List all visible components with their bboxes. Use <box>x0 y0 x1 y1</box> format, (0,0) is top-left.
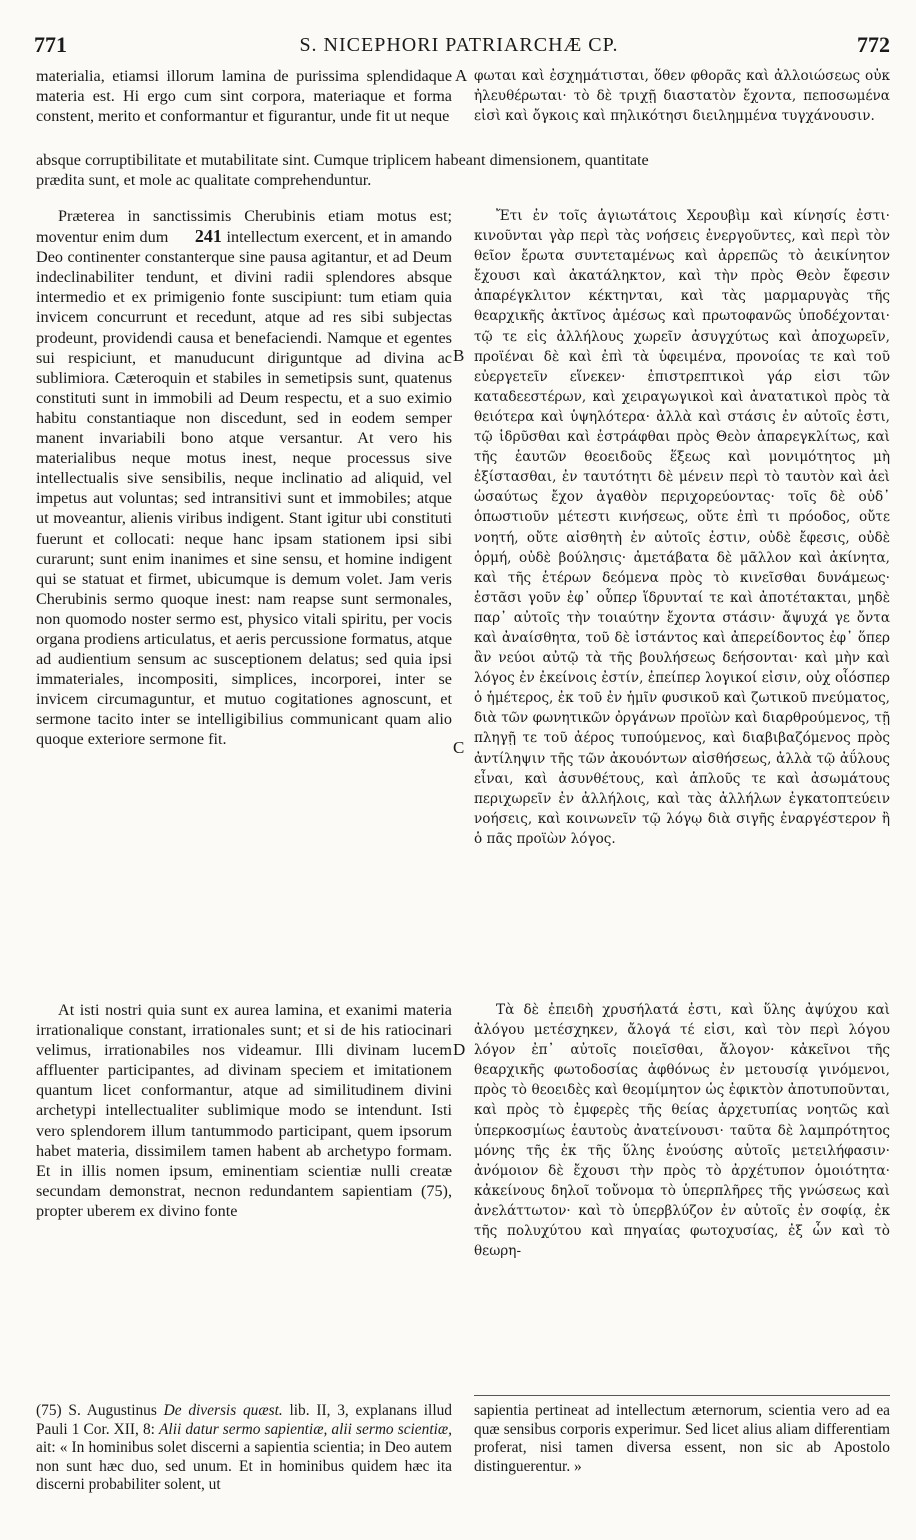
footnote-continuation: sapientia pertineat ad intellectum æternorum, scientia vero ad ea quæ sensibus corporis experimur. Sed licet alius aliam differentiam proferat, nisi tamen diversa essent, non sic ab Apostolo distinguerentur. » <box>474 1402 890 1475</box>
running-title: S. NICEPHORI PATRIARCHÆ CP. <box>299 34 619 56</box>
column-number: 241 <box>194 226 222 247</box>
margin-letter-d: D <box>453 1040 466 1059</box>
greek-paragraph: φωται καὶ ἐσχημάτισται, ὅθεν φθορᾶς καὶ ἀλλοιώσεως οὐκ ἠλευθέρωται· τὸ δὲ τριχῇ διαστατὸν ἔχοντα, πεποσωμένα εἰσὶ καὶ ὄγκοις καὶ πηλικότησι διειλημμένα τυγχάνουσιν. <box>474 68 890 125</box>
page-number-left: 771 <box>34 32 67 57</box>
latin-column-block1 <box>36 66 452 126</box>
footnote: (75) S. Augustinus De diversis quæst. lib. II, 3, explanans illud Pauli 1 Cor. XII, 8: Alii datur sermo sapientiæ, alii sermo scientiæ, ait: « In hominibus solet discerni a sapientia scientia; in Deo autem non sunt hæc duo, sed unum. Et in hominibus quidem hæc ita discerni probabiliter solent, ut <box>36 1402 453 1494</box>
latin-paragraph: Præterea in sanctissimis Cherubinis etiam motus est; moventur enim dum 241 intellectum exercent, et in amando Deo continenter constanterque sine pausa agitantur, et ad Deum indeclinabiliter tendunt, et divini radii splendores absque intermedio et ex primigenio fonte suscipiunt: tum etiam quia invicem concurrunt et recedunt, atque ad res sibi subjectas prodeunt, providendi causa et benefaciendi. Namque et egentes sui respiciunt, et manuducunt diriguntque ad divina ac sublimiora. Cæteroquin et stabiles in semetipsis sunt, quatenus constituti sunt in immobili ad Deum respectu, et a suo eximio habitu constantiaque non discedunt, sed in eodem semper manent invariabili bono atque versantur. At vero his materialibus neque motus inest, neque processus sive intellectualis sive sensibilis, neque inclinatio ad aliquid, vel impetus aut voluntas; sed intransitivi sunt et immobiles; atque ut moveantur, alienis viribus indigent. Stant igitur ubi constituti fuerunt et collocati: neque hanc ipsam stationem ipsi sibi curarunt; sunt enim inanimes et sine sensu, et homine indigent qui se statuat et firmet, ubicumque is demum volet. Jam veris Cherubinis sermo quoque inest: nam reapse sunt sermonales, non quomodo noster sermo est, physico vitali spiritu, per vocis organa prodiens articulatus, et aeris percussione formatus, atque ad audientium sensum ac susceptionem delatus; sed quia ipsi immateriales, incompositi, simplices, incorporei, inter se invicem circumaguntur, et mutuo cogitationes agnoscunt, et sermone tacito inter se intelligibilius communicant quam alio quoque exteriore sermone fit. <box>36 207 453 749</box>
margin-letter-b: B <box>453 346 465 365</box>
margin-letter-c: C <box>453 738 465 757</box>
latin-column-block3 <box>36 1000 452 1221</box>
footnote-number: (75) <box>36 1402 62 1419</box>
divider <box>474 1395 890 1396</box>
greek-column-block3 <box>474 1000 890 1261</box>
latin-column-block2 <box>36 206 452 750</box>
greek-column-block2 <box>474 206 890 849</box>
greek-paragraph: Ἔτι ἐν τοῖς ἁγιωτάτοις Χερουβὶμ καὶ κίνησίς ἐστι· κινοῦνται γὰρ περὶ τὰς νοήσεις ἐνεργοῦντες, καὶ περὶ τὸν θεῖον ἔρωτα συντεταμένως καὶ ἀρρεπῶς τὸ ἀεικίνητον ἔχουσι καὶ ἀκατάληκτον, καὶ τὴν πρὸς Θεὸν ἔφεσιν ἀπαρέγκλιτον κέκτηνται, καὶ τὰς μαρμαρυγὰς τῆς θεαρχικῆς ἀκτῖνος ἀμέσως καὶ πρωτοφανῶς ὑποδέχονται· τῷ τε εἰς ἀλλήλους χωρεῖν ἀσυγχύτως καὶ ἀποχωρεῖν, προϊέναι δὲ καὶ ἐπὶ τὰ ὑφειμένα, προνοίας τε καὶ τοῦ εὐεργετεῖν εἵνεκεν· ἐπιστρεπτικοὶ γάρ εἰσι τῶν καταδεεστέρων, καὶ χειραγωγικοὶ καὶ ἀνατατικοὶ πρὸς τὰ θειότερα καὶ ὑψηλότερα· ἀλλὰ καὶ στάσις ἐν αὐτοῖς ἐστι, τῷ ἱδρῦσθαι καὶ ἐστράφθαι πρὸς Θεὸν ἀπαρεγκλίτως, καὶ τῆς ἑαυτῶν θεοειδοῦς ἕξεως καὶ μονιμότητος μὴ ἐξίστασθαι, ἐν ταυτότητι δὲ μένειν περὶ τὸ ταυτὸν καὶ ἀεὶ ὡσαύτως ἔχον ἀγαθὸν περιχορεύοντας· τοῖς δὲ οὐδ᾽ ὁπωστιοῦν μέτεστι κινήσεως, οὔτε ἐπὶ τι πρόοδος, οὔτε νοητή, οὔτε αἰσθητὴ ἐν αὐτοῖς ἐστιν, οὐδὲ ἔφεσις, οὐδὲ ὁρμή, οὐδὲ βούλησις· ἀμετάβατα δὲ μᾶλλον καὶ ἀκίνητα, καὶ τῆς ἑτέρων δεόμενα πρὸς τὸ κινεῖσθαι δυνάμεως· ἑστᾶσι γοῦν ἐφ᾽ οὗπερ ἵδρυνταί τε καὶ ἀποτέτακται, μηδὲ παρ᾽ αὐτοῖς τὴν τοιαύτην ἔχοντα στάσιν· ἄψυχά γε ὄντα καὶ ἀναίσθητα, τοῦ δὲ ἱστάντος καὶ ἀπερείδοντος ἐφ᾽ ὅπερ ἂν νεύοι αὐτῷ τὰ τῆς βουλήσεως δεήσονται· καὶ μὴν καὶ λόγος ἐν ἐκείνοις ἐστίν, ἐπείπερ λογικοί εἰσιν, οὐχ οἷόσπερ ὁ ἡμέτερος, ἐκ τοῦ ἐν ἡμῖν φυσικοῦ καὶ ζωτικοῦ πνεύματος, διὰ τῶν φωνητικῶν ὀργάνων προϊὼν καὶ διαρθρούμενος, τῇ πληγῇ τε τοῦ ἀέρος τυπούμενος, καὶ διαβιβαζόμενος πρὸς ἀντίληψιν τῆς τῶν ἀκουόντων αἰσθήσεως, ἀλλὰ τῷ ἀΰλους εἶναι, καὶ ἀσυνθέτους, καὶ ἁπλοῦς τε καὶ ἀσωμάτους περιχωρεῖν ἐν ἀλλήλοις, καὶ τὰς ἀλλήλων ἐγκατοπτεύειν νοήσεις, καὶ κοινωνεῖν τῷ λόγῳ διὰ σιγῆς ἐναργέστερον ἢ ὁ πᾶς προϊὼν λόγος. <box>474 208 890 847</box>
greek-paragraph: Τὰ δὲ ἐπειδὴ χρυσήλατά ἐστι, καὶ ὕλης ἀψύχου καὶ ἀλόγου μετέσχηκεν, ἄλογά τέ εἰσι, καὶ τὸν περὶ λόγου λόγον ἐπ᾽ αὐτοῖς ποιεῖσθαι, ἄλογον· κἀκεῖνοι τῆς θεαρχικῆς φωτοδοσίας ἀφθόνως ἐν μετουσίᾳ γινόμενοι, πρὸς τὸ θεοειδὲς καὶ θεομίμητον ὡς ἐφικτὸν ἀποτυποῦνται, καὶ πρὸς τὸ ἐμφερὲς τῆς θείας ἀρχετυπίας νοητῶς καὶ ὑπερκοσμίως ἑαυτοὺς ἀνατείνουσι· ταῦτα δὲ λαμπρότητος μόνης τῆς ἐκ τῆς ὕλης ἑνούσης αὐτοῖς μετειλήφασιν· ἀνόμοιον δὲ ἔχουσι τὴν πρὸς τὸ ἀρχέτυπον ὁμοιότητα· κἀκείνους δηλοῖ τοὔνομα τὸ ὑπερπλῆρες τῆς γνώσεως καὶ ἀνελάττωτον· καὶ τὸ ὑπερβλύζον ἐν αὐτοῖς ἐν σοφίᾳ, ἐκ τῆς πολυχύτου καὶ πηγαίας φωτοχυσίας, ἐξ ὧν καὶ τὸ θεωρη- <box>474 1002 890 1260</box>
margin-letter-a: A <box>455 66 468 85</box>
full-width-line: absque corruptibilitate et mutabilitate sint. Cumque triplicem habeant dimensionem, quantitate <box>36 151 649 169</box>
greek-column-block1 <box>474 66 890 126</box>
latin-paragraph: At isti nostri quia sunt ex aurea lamina, et exanimi materia irrationalique constant, irrationales sunt; et si de his ratiocinari velimus, irrationabiles nos videamur. Illi divinam lucem affluenter participantes, ad divinam speciem et imitationem quantum licet conformantur, atque ad similitudinem divini archetypi intellectualiter sublimique modo se intendunt. Isti vero splendorem illum tantummodo participant, quem ipsorum habet materia, dissimilem tamen habent ab archetypo formam. Et in illis nomen ipsum, eminentiam scientiæ nulli creatæ secundam demonstrat, necnon redundantem sapientiam (75), propter uberem ex divino fonte <box>36 1001 452 1220</box>
full-width-line: prædita sunt, et mole ac qualitate comprehenduntur. <box>36 171 372 189</box>
latin-paragraph: materialia, etiamsi illorum lamina de purissima splendidaque materia est. Hi ergo cum sint corpora, materiaque et forma constent, merito et conformantur et figurantur, unde fit ut neque <box>36 67 452 126</box>
page-number-right: 772 <box>857 32 890 57</box>
page-header <box>26 32 892 62</box>
